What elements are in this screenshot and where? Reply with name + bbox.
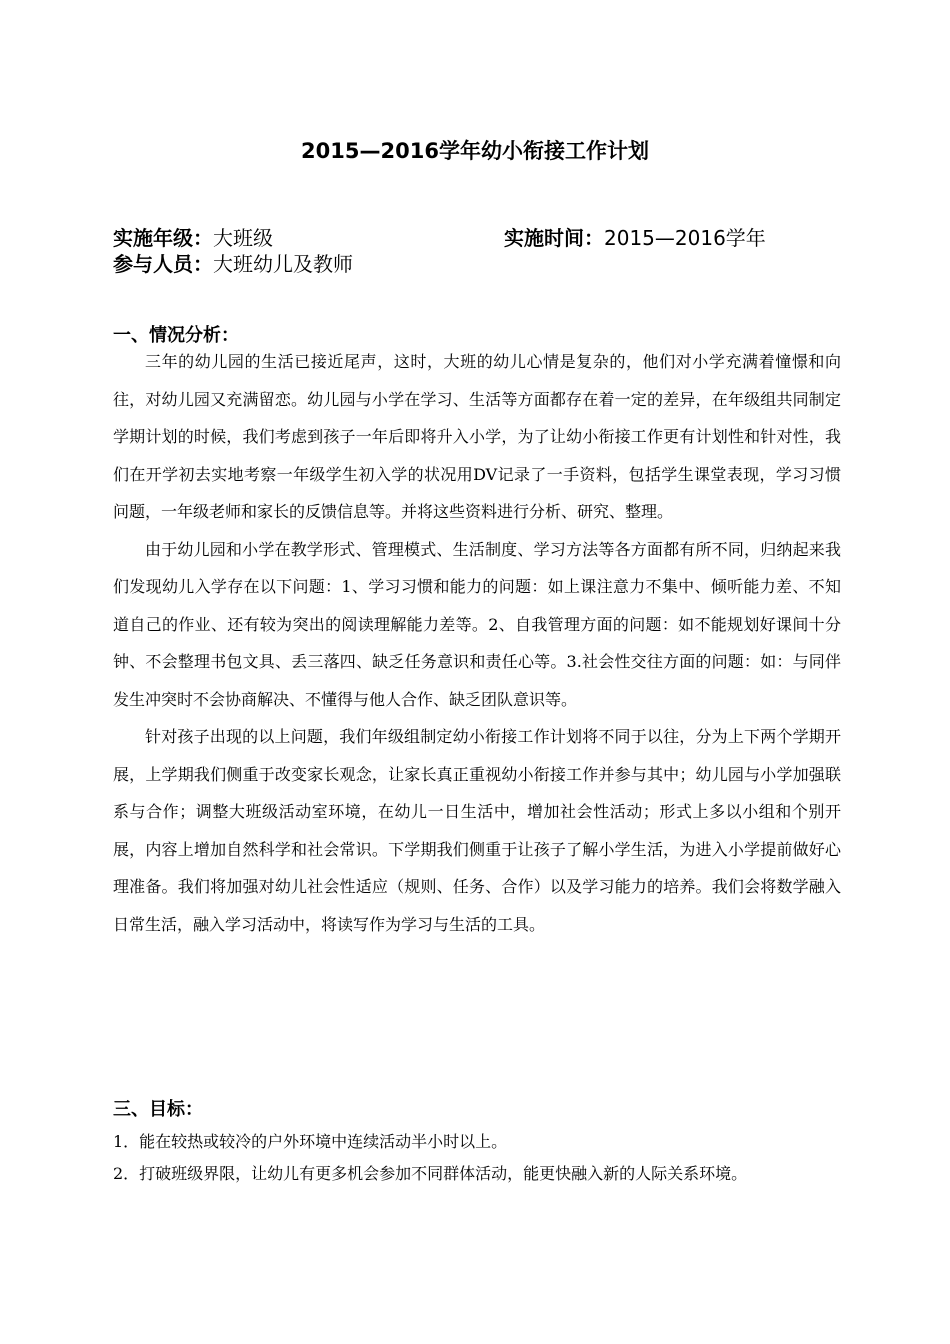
meta-time [504, 224, 766, 252]
time-value: 2015—2016学年 [604, 226, 766, 250]
grade-value: 大班级 [213, 226, 273, 250]
analysis-paragraph: 针对孩子出现的以上问题，我们年级组制定幼小衔接工作计划将不同于以往，分为上下两个学期开展，上学期我们侧重于改变家长观念，让家长真正重视幼小衔接工作并参与其中；幼儿园与小学加强联系与合作；调整大班级活动室环境，在幼儿一日生活中，增加社会性活动；形式上多以小组和个别开展，内容上增加自然科学和社会常识。下学期我们侧重于让孩子了解小学生活，为进入小学提前做好心理准备。我们将加强对幼儿社会性适应（规则、任务、合作）以及学习能力的培养。我们会将数学融入日常生活，融入学习活动中，将读写作为学习与生活的工具。 [113, 727, 841, 934]
section-heading-analysis: 一、情况分析： [113, 325, 239, 346]
analysis-body [113, 343, 841, 943]
meta-people [113, 250, 353, 278]
people-label: 参与人员： [113, 252, 213, 276]
grade-label: 实施年级： [113, 226, 213, 250]
time-label: 实施时间： [504, 226, 604, 250]
section-heading-goals: 三、目标： [113, 1099, 203, 1120]
document-title: 2015—2016学年幼小衔接工作计划 [301, 139, 649, 163]
goal-item: 1．能在较热或较冷的户外环境中连续活动半小时以上。 [113, 1132, 508, 1151]
meta-grade [113, 224, 273, 252]
goals-list [113, 1126, 853, 1190]
goal-item: 2．打破班级界限，让幼儿有更多机会参加不同群体活动，能更快融入新的人际关系环境。 [113, 1164, 748, 1183]
people-value: 大班幼儿及教师 [213, 252, 353, 276]
analysis-paragraph: 三年的幼儿园的生活已接近尾声，这时，大班的幼儿心情是复杂的，他们对小学充满着憧憬和向往，对幼儿园又充满留恋。幼儿园与小学在学习、生活等方面都存在着一定的差异，在年级组共同制定学期计划的时候，我们考虑到孩子一年后即将升入小学，为了让幼小衔接工作更有计划性和针对性，我们在开学初去实地考察一年级学生初入学的状况用DV记录了一手资料，包括学生课堂表现，学习习惯问题，一年级老师和家长的反馈信息等。并将这些资料进行分析、研究、整理。 [113, 352, 841, 521]
analysis-paragraph: 由于幼儿园和小学在教学形式、管理模式、生活制度、学习方法等各方面都有所不同，归纳起来我们发现幼儿入学存在以下问题：1、学习习惯和能力的问题：如上课注意力不集中、倾听能力差、不知道自己的作业、还有较为突出的阅读理解能力差等。2、自我管理方面的问题：如不能规划好课间十分钟、不会整理书包文具、丢三落四、缺乏任务意识和责任心等。3.社会性交往方面的问题：如：与同伴发生冲突时不会协商解决、不懂得与他人合作、缺乏团队意识等。 [113, 539, 841, 709]
